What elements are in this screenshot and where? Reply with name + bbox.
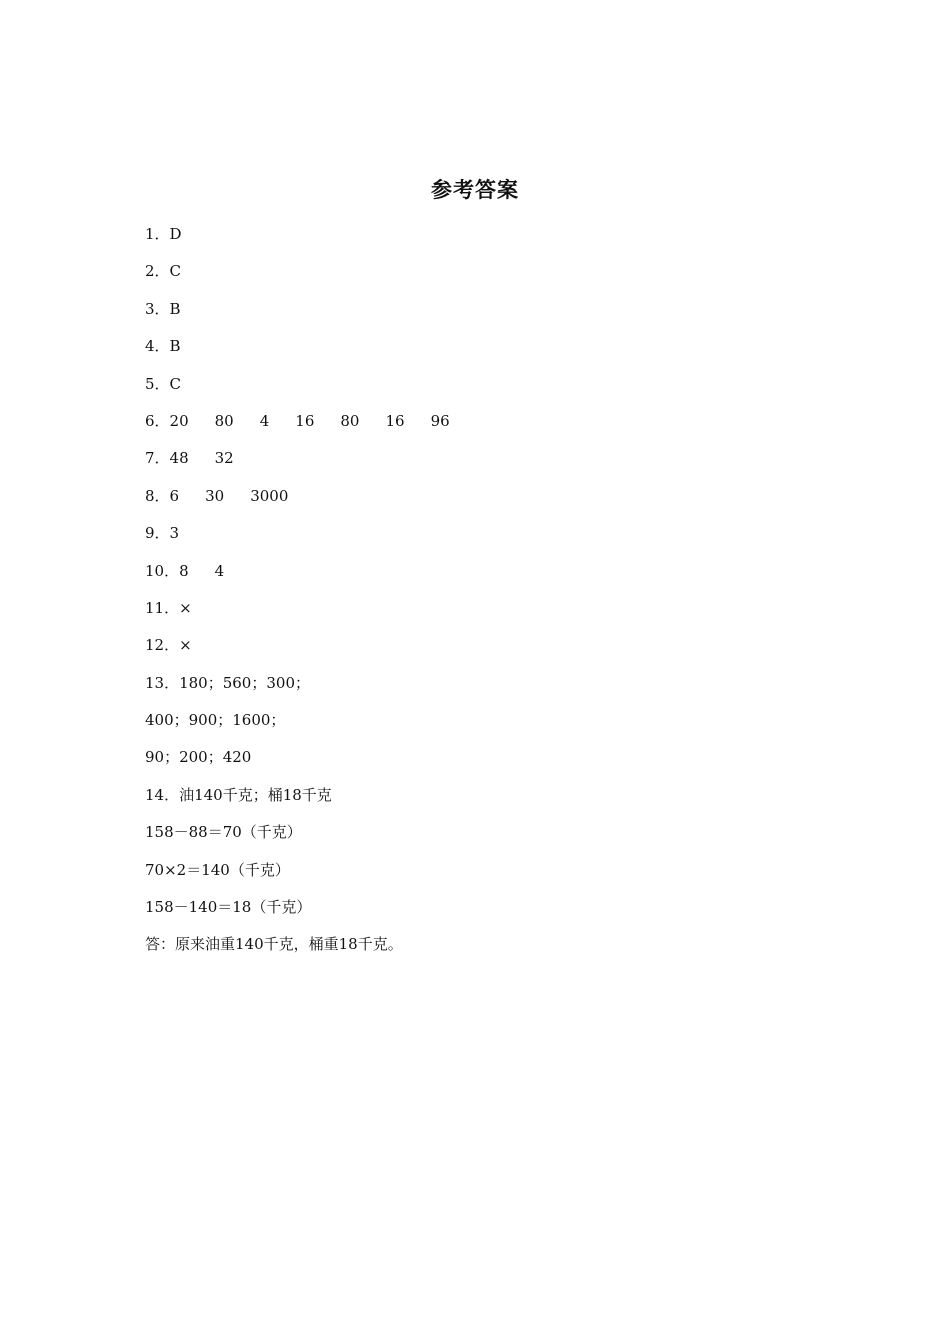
answer-values bbox=[179, 636, 192, 654]
answer-value: C bbox=[169, 262, 182, 281]
answer-list bbox=[145, 220, 845, 968]
answer-number: 13． bbox=[145, 673, 180, 692]
answer-values bbox=[170, 262, 181, 280]
answer-line bbox=[145, 220, 845, 257]
answer-value: 48 bbox=[169, 449, 189, 468]
answer-number: 5． bbox=[145, 374, 170, 393]
answer-value: B bbox=[169, 337, 181, 356]
answer-values bbox=[170, 375, 181, 393]
answer-values bbox=[170, 337, 181, 355]
answer-number: 9． bbox=[145, 524, 170, 543]
answer-line bbox=[145, 370, 845, 407]
answer-number: 7． bbox=[145, 449, 170, 468]
answer-value: × bbox=[179, 636, 192, 655]
page-title: 参考答案 bbox=[431, 178, 519, 202]
answer-values bbox=[170, 487, 289, 505]
answer-number: 6． bbox=[145, 411, 170, 430]
answer-number: 14． bbox=[145, 785, 180, 804]
answer-values bbox=[179, 786, 332, 804]
answer-value: 16 bbox=[385, 411, 405, 430]
answer-values bbox=[145, 823, 302, 841]
answer-value: 8 bbox=[179, 561, 189, 580]
answer-value: 20 bbox=[169, 411, 189, 430]
answer-values bbox=[170, 225, 182, 243]
answer-value: 80 bbox=[214, 411, 234, 430]
answer-number: 12． bbox=[145, 636, 180, 655]
answer-values bbox=[145, 861, 290, 879]
answer-line bbox=[145, 781, 845, 818]
answer-number: 4． bbox=[145, 337, 170, 356]
answer-value: B bbox=[169, 299, 181, 318]
answer-line bbox=[145, 818, 845, 855]
answer-line bbox=[145, 295, 845, 332]
answer-value: 90；200；420 bbox=[145, 748, 252, 767]
answer-value: 32 bbox=[214, 449, 234, 468]
answer-values bbox=[179, 562, 224, 580]
answer-line bbox=[145, 257, 845, 294]
answer-line bbox=[145, 332, 845, 369]
answer-value: 80 bbox=[340, 411, 360, 430]
answer-number: 10． bbox=[145, 561, 180, 580]
answer-value: 30 bbox=[205, 486, 225, 505]
answer-number: 8． bbox=[145, 486, 170, 505]
answer-values bbox=[145, 748, 251, 766]
answer-line bbox=[145, 706, 845, 743]
answer-values bbox=[145, 935, 403, 953]
answer-value: 16 bbox=[295, 411, 315, 430]
answer-value: 答：原来油重140千克，桶重18千克。 bbox=[145, 935, 403, 954]
answer-value: C bbox=[169, 374, 182, 393]
answer-line bbox=[145, 444, 845, 481]
answer-value: 180；560；300； bbox=[179, 673, 310, 692]
answer-line bbox=[145, 407, 845, 444]
answer-line bbox=[145, 930, 845, 967]
answer-value: 3000 bbox=[250, 486, 289, 505]
answer-value: 油140千克；桶18千克 bbox=[179, 785, 332, 804]
answer-value: 158－140＝18（千克） bbox=[145, 898, 312, 917]
answer-values bbox=[170, 449, 234, 467]
answer-value: × bbox=[179, 598, 192, 617]
answer-number: 11． bbox=[145, 598, 180, 617]
answer-value: 400；900；1600； bbox=[145, 711, 286, 730]
answer-values bbox=[170, 524, 180, 542]
answer-value: 4 bbox=[259, 411, 270, 430]
answer-number: 3． bbox=[145, 299, 170, 318]
answer-values bbox=[179, 599, 192, 617]
answer-values bbox=[170, 300, 181, 318]
answer-value: 96 bbox=[430, 411, 450, 430]
answer-line bbox=[145, 557, 845, 594]
answer-line bbox=[145, 856, 845, 893]
answer-line bbox=[145, 893, 845, 930]
answer-value: D bbox=[169, 225, 182, 243]
answer-value: 70×2＝140（千克） bbox=[145, 860, 290, 879]
answer-line bbox=[145, 669, 845, 706]
answer-value: 6 bbox=[169, 486, 180, 505]
answer-values bbox=[145, 711, 285, 729]
answer-line bbox=[145, 519, 845, 556]
answer-line bbox=[145, 631, 845, 668]
answer-number: 1． bbox=[145, 225, 170, 243]
answer-number: 2． bbox=[145, 262, 170, 281]
answer-values bbox=[170, 412, 450, 430]
answer-values bbox=[145, 898, 311, 916]
answer-value: 4 bbox=[214, 561, 225, 580]
answer-value: 3 bbox=[169, 524, 180, 543]
answer-line bbox=[145, 482, 845, 519]
answer-values bbox=[179, 674, 310, 692]
answer-line bbox=[145, 594, 845, 631]
answer-line bbox=[145, 743, 845, 780]
answer-value: 158－88＝70（千克） bbox=[145, 823, 302, 842]
